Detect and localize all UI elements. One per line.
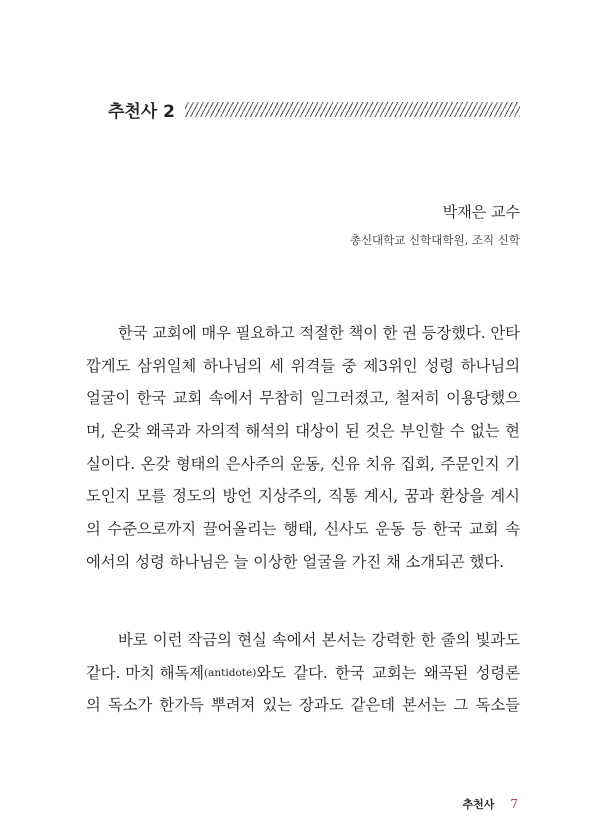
word: 한국	[335, 663, 365, 682]
page-number: 7	[510, 797, 518, 811]
word: 운동,	[290, 454, 325, 473]
word: 하나님의	[203, 356, 263, 375]
paragraph-line	[86, 448, 520, 481]
word: 왜곡과	[146, 422, 191, 441]
word: 얼굴이	[86, 389, 131, 408]
paragraph-2	[86, 624, 520, 722]
word: 교회는	[372, 663, 417, 682]
line-segment: 같다. 마치 해독제	[86, 663, 205, 682]
word: 교회에	[152, 324, 197, 342]
word: 신유	[330, 454, 360, 473]
running-footer-title: 추천사	[462, 798, 495, 811]
word: 작금의	[187, 631, 232, 649]
word: 수	[449, 422, 465, 441]
paragraph-line	[86, 317, 520, 350]
word: 책이	[348, 324, 378, 342]
paragraph-line	[86, 657, 520, 690]
word: 꿈과	[404, 487, 434, 506]
word: 정도의	[172, 487, 217, 506]
word: 철저히	[395, 389, 440, 408]
word: 의	[86, 520, 101, 539]
paragraph-1	[86, 317, 520, 579]
word: 본서는	[402, 696, 447, 715]
word: 주문인지	[440, 454, 500, 473]
word: 없는	[470, 422, 500, 441]
word: 기	[505, 454, 520, 473]
word: 온갖	[140, 454, 171, 473]
word: 성령	[424, 356, 455, 375]
word: 등장했다.	[421, 324, 486, 342]
word: 와도	[256, 663, 286, 682]
word: 끌어올리는	[202, 520, 277, 539]
paragraph-line	[86, 480, 520, 513]
word: 독소가	[107, 696, 153, 715]
word: 계시	[490, 487, 520, 506]
section-heading	[108, 96, 520, 122]
word: 직통	[328, 487, 358, 506]
latin-gloss: (antidote)	[204, 666, 257, 679]
word: 안타	[490, 324, 520, 342]
word: 한국	[432, 520, 463, 539]
word: 뿌려져	[210, 696, 256, 715]
word: 부인할	[400, 422, 445, 441]
word: 권	[402, 324, 417, 342]
word: 장과도	[299, 696, 344, 715]
word: 삼위일체	[137, 356, 197, 375]
word: 해석의	[245, 422, 290, 441]
word: 같다.	[293, 663, 328, 682]
word: 의	[86, 696, 101, 715]
word: 필요하고	[235, 324, 295, 342]
word: 교회	[172, 389, 203, 408]
word: 본서는	[321, 631, 366, 649]
paragraph-line: 에서의 성령 하나님은 늘 이상한 얼굴을 가진 채 소개되곤 했다.	[86, 552, 505, 571]
word: 성령론	[475, 663, 520, 682]
author-affiliation: 총신대학교 신학대학원, 조직 신학	[349, 233, 520, 247]
word: 모를	[136, 487, 166, 506]
word: 된	[345, 422, 360, 441]
paragraph-line	[86, 350, 520, 383]
word: 현실	[237, 631, 267, 649]
paragraph-line	[86, 382, 520, 415]
word: 제3위인	[363, 356, 418, 375]
paragraph-line	[86, 689, 520, 722]
word: 매우	[201, 324, 231, 342]
word: 형태의	[175, 454, 221, 473]
paragraph-line	[86, 415, 520, 448]
word: 한국	[136, 389, 167, 408]
paragraph-line	[86, 513, 520, 546]
word: 실이다.	[86, 454, 136, 473]
word: 계시,	[363, 487, 399, 506]
word: 행태,	[283, 520, 318, 539]
word: 적절한	[299, 324, 344, 342]
word: 교회	[469, 520, 499, 539]
word: 방언	[222, 487, 253, 506]
author-name: 박재은 교수	[442, 203, 520, 221]
word: 하나님의	[460, 356, 520, 375]
paragraph-line	[86, 624, 520, 657]
word: 세	[269, 356, 284, 375]
word: 깝게도	[86, 356, 131, 375]
word: 운동	[375, 520, 405, 539]
word: 속	[505, 520, 520, 539]
section-title: 추천사 2	[108, 101, 176, 122]
word: 것은	[365, 422, 395, 441]
word: 한	[382, 324, 398, 342]
word: 수준으로까지	[107, 520, 197, 539]
word: 대상이	[295, 422, 340, 441]
word: 그	[453, 696, 469, 715]
word: 독소들	[475, 696, 520, 715]
word: 신사도	[324, 520, 369, 539]
decorative-hatch-rule	[185, 102, 520, 117]
word: 왜곡된	[423, 663, 469, 682]
word: 환상을	[439, 487, 485, 506]
word: 줄의	[440, 631, 471, 649]
word: 있는	[262, 696, 292, 715]
word: 한	[420, 631, 436, 649]
word: 도인지	[86, 487, 131, 506]
line-segment	[256, 657, 520, 690]
page-footer	[462, 796, 518, 812]
word: 빛과도	[475, 631, 520, 649]
word: 일그러졌고,	[310, 389, 389, 408]
word: 같은데	[350, 696, 395, 715]
word: 바로	[118, 631, 148, 649]
word: 이용당했으	[446, 389, 520, 408]
word: 자의적	[195, 422, 241, 441]
word: 무참히	[259, 389, 304, 408]
word: 지상주의,	[258, 487, 323, 506]
word: 한가득	[159, 696, 204, 715]
word: 이런	[152, 631, 183, 649]
word: 치유	[365, 454, 396, 473]
word: 집회,	[400, 454, 436, 473]
word: 속에서	[208, 389, 254, 408]
word: 한국	[118, 324, 148, 342]
word: 강력한	[371, 631, 416, 649]
word: 등	[411, 520, 427, 539]
word: 은사주의	[225, 454, 285, 473]
word: 현	[505, 422, 520, 441]
word: 온갖	[111, 422, 141, 441]
word: 속에서	[272, 631, 317, 649]
word: 위격들	[290, 356, 336, 375]
word: 중	[341, 356, 357, 375]
word: 며,	[86, 422, 106, 441]
